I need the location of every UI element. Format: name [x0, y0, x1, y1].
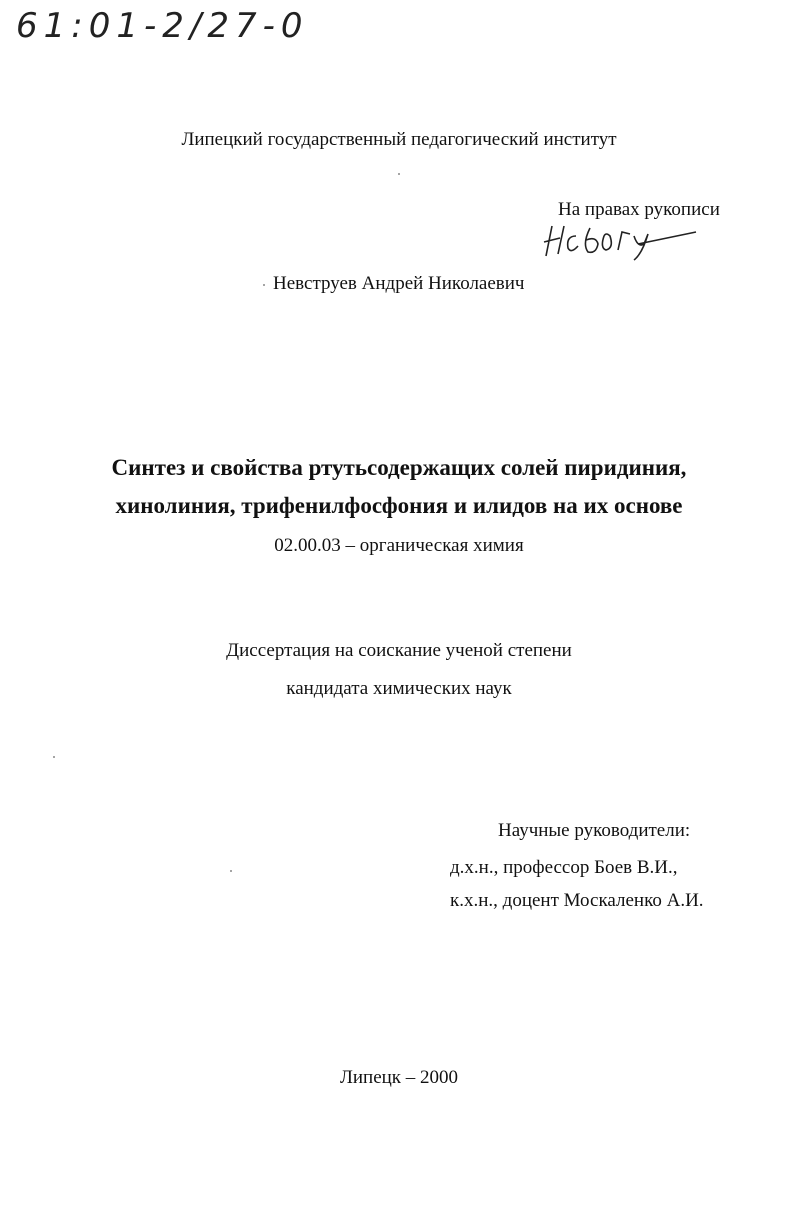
scan-speck: [230, 870, 232, 872]
title-line-2: хинолиния, трифенилфосфония и илидов на их основе: [115, 493, 683, 518]
manuscript-rights: На правах рукописи: [558, 199, 720, 220]
author-name: Невструев Андрей Николаевич: [273, 273, 525, 294]
place-year: Липецк – 2000: [339, 1067, 459, 1088]
title-line-1: Синтез и свойства ртутьсодержащих солей пиридиния,: [111, 455, 687, 480]
handwritten-signature: [538, 214, 698, 264]
specialty: 02.00.03 – органическая химия: [274, 535, 524, 556]
degree-line-2: кандидата химических наук: [286, 678, 512, 699]
degree-line-1: Диссертация на соискание ученой степени: [226, 640, 572, 661]
scan-speck: [398, 173, 400, 175]
handwritten-archive-number: 61:01-2/27-0: [16, 6, 309, 46]
supervisor-1: д.х.н., профессор Боев В.И.,: [450, 857, 678, 878]
scan-speck: [53, 756, 55, 758]
supervisors-label: Научные руководители:: [498, 820, 691, 841]
scan-speck: [263, 284, 265, 286]
supervisor-2: к.х.н., доцент Москаленко А.И.: [450, 890, 704, 911]
institution: Липецкий государственный педагогический институт: [181, 129, 617, 150]
